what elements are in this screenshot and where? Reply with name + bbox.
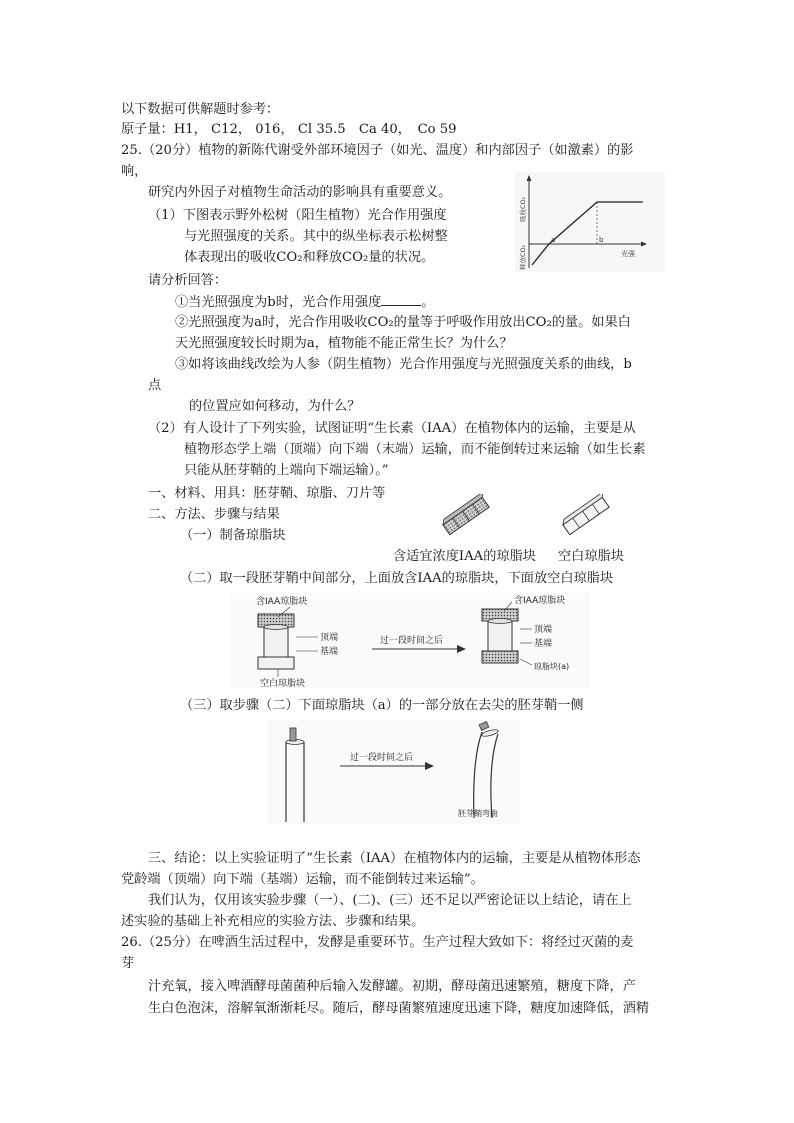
step2-top-end-label: 顶端 — [320, 633, 339, 643]
graph-x-label: 光强 — [621, 250, 635, 258]
graph-y-label-bottom: 释放CO₂ — [519, 244, 527, 270]
q25-part1-line3: 体表现出的吸收CO₂和释放CO₂量的状况。 — [184, 250, 435, 265]
step2-result-top-end: 顶端 — [534, 625, 553, 635]
step2-diagram — [230, 593, 590, 688]
q25-sub2-line1: ②光照强度为a时，光合作用吸收CO₂的量等于呼吸作用放出CO₂的量。如果白 — [175, 315, 631, 330]
q25-sub3-line3: 的位置应如何移动，为什么？ — [189, 399, 361, 414]
q26-line1: 26.（25分）在啤酒生活过程中，发酵是重要环节。生产过程大致如下：将经过灭菌的麦 — [121, 935, 634, 950]
step2-top-block-label: 含IAA琼脂块 — [256, 597, 308, 607]
step3-result-label: 胚芽鞘弯曲 — [458, 809, 498, 818]
q25-materials: 一、材料、用具：胚芽鞘、琼脂、刀片等 — [148, 486, 386, 501]
q25-title-line1: 25.（20分）植物的新陈代谢受外部环境因子（如光、温度）和内部因子（如激素）的影 — [121, 143, 634, 158]
q25-line3: 研究内外因子对植物生命活动的影响具有重要意义。 — [148, 185, 452, 200]
q25-ask: 请分析回答： — [148, 273, 228, 288]
step2-base-end-label: 基端 — [320, 647, 339, 657]
q25-step2: （二）取一段胚芽鞘中间部分，上面放含IAA的琼脂块，下面放空白琼脂块 — [180, 571, 614, 586]
blank-agar-block-figure — [556, 494, 616, 536]
q25-part1-line2: 与光照强度的关系。其中的纵坐标表示松树整 — [184, 229, 448, 244]
iaa-agar-block-figure — [436, 494, 496, 536]
step2-result-base-end: 基端 — [534, 639, 553, 649]
block-caption-iaa: 含适宜浓度IAA的琼脂块 — [393, 549, 536, 564]
claim-line2: 述实验的基础上补充相应的实验方法、步骤和结果。 — [121, 914, 425, 929]
q25-sub3-line2: 点 — [148, 378, 162, 393]
conclusion-line2: 党龄端（顶端）向下端（基端）运输，而不能倒转过来运输”。 — [121, 872, 484, 887]
graph-point-a: a — [551, 236, 556, 244]
atomic-masses: 原子量：H1， C12， 016， Cl 35.5 Ca 40， Co 59 — [121, 122, 457, 137]
q26-line3: 汁充氧，接入啤酒酵母菌菌种后输入发酵罐。初期，酵母菌迅速繁殖，糖度下降，产 — [148, 979, 636, 994]
step2-arrow-label: 过一段时间之后 — [380, 636, 444, 646]
q25-sub1-text: ①当光照强度为b时，光合作用强度 — [175, 295, 382, 310]
step3-arrow-label: 过一段时间之后 — [350, 753, 414, 763]
conclusion-line1: 三、结论：以上实验证明了“生长素（IAA）在植物体内的运输，主要是从植物体形态 — [148, 851, 641, 866]
reference-note: 以下数据可供解题时参考： — [121, 102, 280, 117]
q25-title-line2: 响， — [121, 164, 148, 179]
q25-sub1-end: 。 — [421, 295, 435, 310]
answer-blank[interactable] — [381, 293, 421, 306]
q25-part2-line1: （2）有人设计了下列实验，试图证明“生长素（IAA）在植物体内的运输，主要是从 — [148, 421, 636, 436]
q26-line2: 芽 — [121, 956, 135, 971]
q25-sub3-line1: ③如将该曲线改绘为人参（阴生植物）光合作用强度与光照强度关系的曲线，b — [175, 357, 632, 372]
q25-sub2-line2: 天光照强度较长时期为a，植物能不能正常生长？为什么？ — [175, 336, 513, 351]
q26-line4: 生白色泡沫，溶解氧渐渐耗尽。随后，酵母菌繁殖速度迅速下降，糖度加速降低，酒精 — [148, 1001, 650, 1016]
q25-part2-line3: 只能从胚芽鞘的上端向下端运输）。” — [184, 463, 389, 478]
q25-sub1 — [175, 293, 434, 311]
step2-result-top-label: 含IAA琼脂块 — [514, 596, 566, 606]
step3-diagram — [268, 720, 520, 824]
graph-point-b: b — [599, 236, 604, 244]
step2-bottom-block-label: 空白琼脂块 — [260, 679, 306, 688]
photosynthesis-graph — [515, 172, 665, 272]
step2-result-block-label: 琼脂块(a) — [534, 662, 570, 671]
graph-background — [515, 172, 665, 272]
q25-step1: （一）制备琼脂块 — [180, 528, 286, 543]
graph-y-label-top: 吸收CO₂ — [519, 196, 527, 222]
block-caption-blank: 空白琼脂块 — [558, 549, 624, 564]
claim-line1: 我们认为，仅用该实验步骤（一）、(二)、(三）还不足以严密论证以上结论，请在上 — [148, 893, 632, 908]
q25-method: 二、方法、步骤与结果 — [148, 507, 280, 522]
q25-part1-line1: （1）下图表示野外松树（阳生植物）光合作用强度 — [148, 208, 447, 223]
q25-step3: （三）取步骤（二）下面琼脂块（a）的一部分放在去尖的胚芽鞘一侧 — [180, 698, 584, 713]
q25-part2-line2: 植物形态学上端（顶端）向下端（末端）运输，而不能倒转过来运输（如生长素 — [184, 442, 646, 457]
